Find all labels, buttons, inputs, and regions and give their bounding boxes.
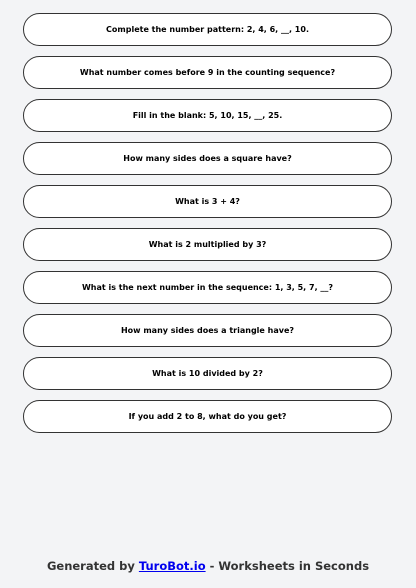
- question-box: [23, 400, 392, 433]
- question-box: [23, 357, 392, 390]
- question-text: How many sides does a triangle have?: [120, 326, 295, 335]
- question-box: [23, 99, 392, 132]
- question-text: How many sides does a square have?: [123, 154, 292, 163]
- footer: [0, 559, 416, 573]
- question-text: What number comes before 9 in the counting sequence?: [79, 68, 336, 77]
- question-box: [23, 314, 392, 347]
- brand-link[interactable]: TuroBot.io: [138, 559, 206, 573]
- question-text: What is the next number in the sequence: 1, 3, 5, 7, __?: [81, 283, 334, 292]
- question-box: [23, 13, 392, 46]
- footer-suffix: - Worksheets in Seconds: [205, 559, 370, 573]
- question-box: [23, 271, 392, 304]
- question-list: [23, 13, 392, 443]
- question-box: [23, 228, 392, 261]
- question-box: [23, 185, 392, 218]
- question-box: [23, 142, 392, 175]
- question-text: What is 2 multiplied by 3?: [148, 240, 267, 249]
- footer-prefix: Generated by: [46, 559, 139, 573]
- question-text: Fill in the blank: 5, 10, 15, __, 25.: [132, 111, 283, 120]
- question-text: Complete the number pattern: 2, 4, 6, __, 10.: [106, 25, 309, 34]
- question-box: [23, 56, 392, 89]
- question-text: If you add 2 to 8, what do you get?: [128, 412, 287, 421]
- question-text: What is 3 + 4?: [175, 197, 240, 206]
- question-text: What is 10 divided by 2?: [152, 369, 263, 378]
